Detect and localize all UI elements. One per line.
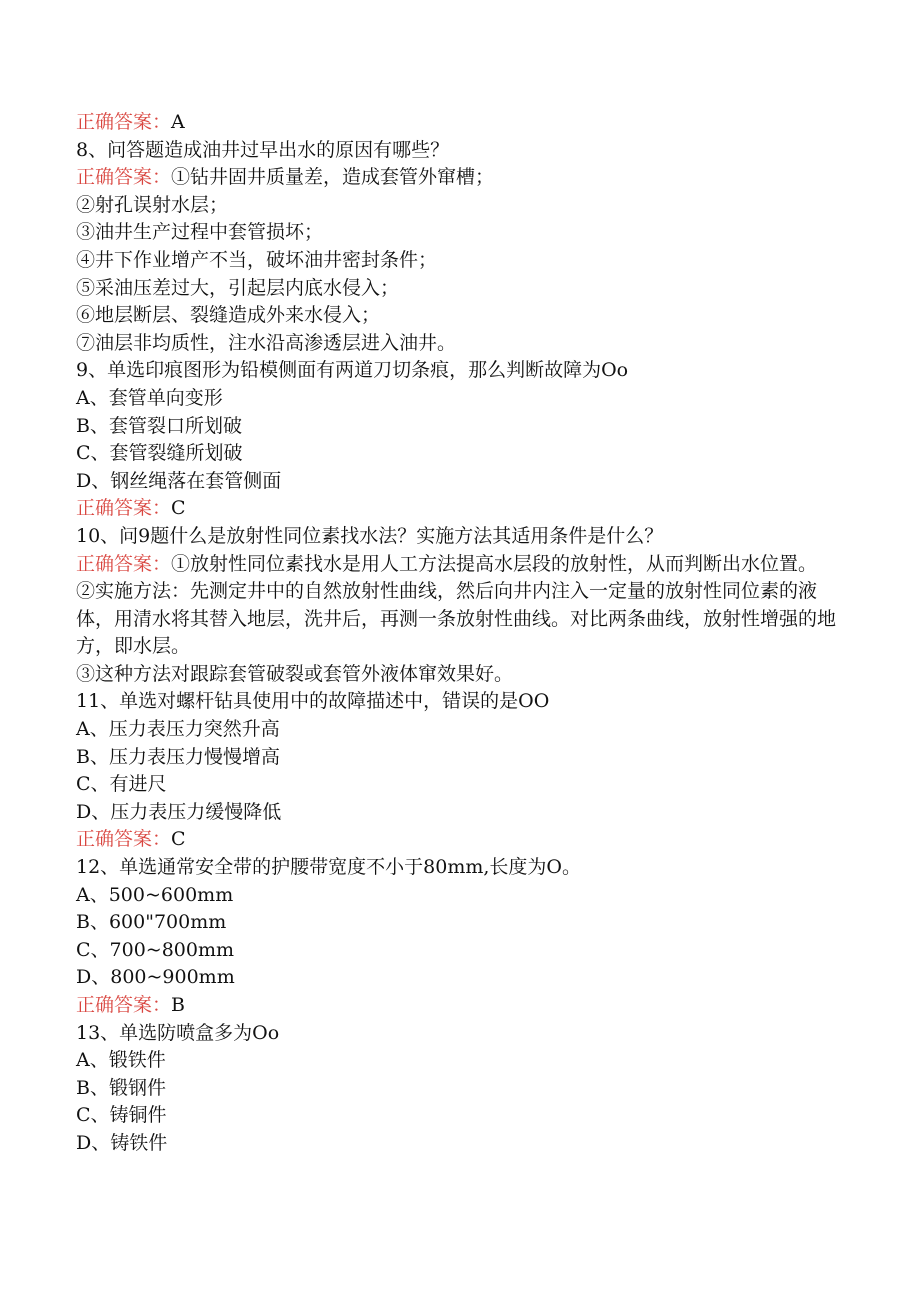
option-a: A、500~600mm bbox=[76, 883, 234, 906]
option-b: B、600"700mm bbox=[76, 911, 227, 934]
answer-point: ⑤采油压差过大，引起层内底水侵入； bbox=[76, 276, 400, 299]
question-13: 13、单选防喷盒多为Oo bbox=[76, 1021, 280, 1044]
question-10: 10、问9题什么是放射性同位素找水法？实施方法其适用条件是什么？ bbox=[76, 524, 664, 547]
answer-line bbox=[76, 109, 836, 137]
answer-text: ①钻井固井质量差，造成套管外窜槽； bbox=[171, 166, 495, 189]
answer-line bbox=[76, 551, 836, 579]
option-c: C、套管裂缝所划破 bbox=[76, 442, 243, 465]
question-9: 9、单选印痕图形为铅模侧面有两道刀切条痕，那么判断故障为Oo bbox=[76, 359, 629, 382]
option-b: B、压力表压力慢慢增高 bbox=[76, 745, 280, 768]
answer-point: ②射孔误射水层； bbox=[76, 193, 229, 216]
answer-text: C bbox=[171, 828, 186, 851]
option-d: D、压力表压力缓慢降低 bbox=[76, 800, 282, 823]
answer-point: ③油井生产过程中套管损坏； bbox=[76, 221, 324, 244]
answer-line bbox=[76, 826, 836, 854]
answer-line bbox=[76, 495, 836, 523]
answer-point: ②实施方法：先测定井中的自然放射性曲线，然后向井内注入一定量的放射性同位素的液体，用清水将其替入地层，洗井后，再测一条放射性曲线。对比两条曲线，放射性增强的地方，即水层。 bbox=[76, 580, 837, 658]
option-b: B、锻钢件 bbox=[76, 1076, 166, 1099]
answer-line bbox=[76, 164, 836, 192]
answer-label: 正确答案： bbox=[76, 166, 172, 189]
answer-label: 正确答案： bbox=[76, 111, 172, 133]
answer-text: A bbox=[171, 111, 185, 133]
option-a: A、压力表压力突然升高 bbox=[76, 718, 280, 741]
answer-point: ④井下作业增产不当，破坏油井密封条件； bbox=[76, 248, 438, 271]
option-a: A、套管单向变形 bbox=[76, 386, 223, 409]
option-c: C、铸铜件 bbox=[76, 1104, 167, 1127]
option-c: C、700~800mm bbox=[76, 938, 235, 961]
answer-label: 正确答案： bbox=[76, 497, 172, 520]
answer-text: ①放射性同位素找水是用人工方法提高水层段的放射性，从而判断出水位置。 bbox=[171, 552, 818, 575]
answer-point: ⑦油层非均质性，注水沿高渗透层进入油井。 bbox=[76, 331, 457, 354]
answer-point: ⑥地层断层、裂缝造成外来水侵入； bbox=[76, 304, 381, 327]
option-a: A、锻铁件 bbox=[76, 1049, 166, 1072]
answer-point: ③这种方法对跟踪套管破裂或套管外液体窜效果好。 bbox=[76, 662, 514, 685]
answer-text: C bbox=[171, 497, 186, 520]
answer-text: B bbox=[171, 994, 185, 1016]
question-12: 12、单选通常安全带的护腰带宽度不小于80mm,长度为O。 bbox=[76, 856, 582, 879]
question-8: 8、问答题造成油井过早出水的原因有哪些？ bbox=[76, 138, 450, 161]
answer-label: 正确答案： bbox=[76, 828, 172, 851]
answer-label: 正确答案： bbox=[76, 552, 172, 575]
option-d: D、钢丝绳落在套管侧面 bbox=[76, 469, 282, 492]
option-c: C、有进尺 bbox=[76, 773, 167, 796]
document-page bbox=[76, 109, 836, 1158]
option-b: B、套管裂口所划破 bbox=[76, 414, 242, 437]
option-d: D、800~900mm bbox=[76, 966, 235, 989]
answer-label: 正确答案： bbox=[76, 994, 172, 1016]
option-d: D、铸铁件 bbox=[76, 1131, 168, 1154]
question-11: 11、单选对螺杆钻具使用中的故障描述中，错误的是OO bbox=[76, 690, 550, 713]
answer-line bbox=[76, 992, 836, 1020]
